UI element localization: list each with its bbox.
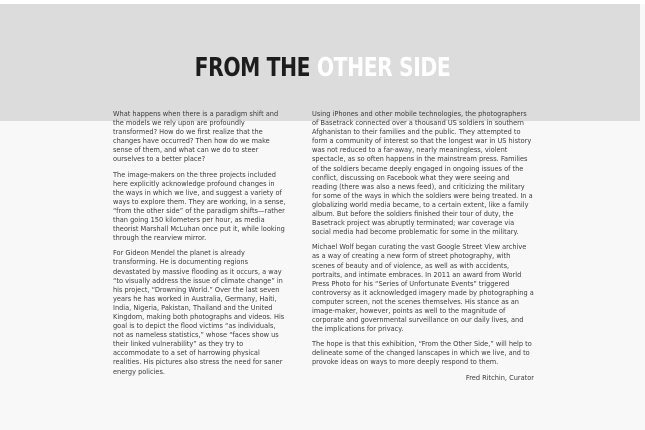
title-part-light: OTHER SIDE (316, 53, 451, 83)
right-text-column (312, 110, 534, 389)
page-title (71, 54, 574, 82)
paragraph: Michael Wolf began curating the vast Google Street View archive as a way of creating a new form of street photography, with scenes of beauty and of violence, as well as with accidents, portraits, and intimate embraces. In 2011 an award from World Press Photo for his “Series of Unfortunate Events” triggered controversy as it acknowledged imagery made by photographing a computer screen, not the scenes themselves. His stance as an image-maker, however, points as well to the magnitude of corporate and governmental surveillance on our daily lives, and the implications for privacy. (312, 243, 534, 334)
paragraph: Using iPhones and other mobile technologies, the photographers of Basetrack connected over a thousand US soldiers in southern Afghanistan to their families and the public. They attempted to form a community of interest so that the longest war in US history was not reduced to a far-away, nearly meaningless, violent spectacle, as so often happens in the mainstream press. Families of the soldiers became deeply engaged in ongoing issues of the conflict, discussing on Facebook what they were seeing and reading (there was also a news feed), and criticizing the military for some of the ways in which the soldiers were being treated. In a globalizing world media became, to a certain extent, like a family album. But before the soldiers finished their tour of duty, the Basetrack project was abruptly terminated; war coverage via social media had become problematic for some in the military. (312, 110, 533, 237)
curator-signature: Fred Ritchin, Curator (465, 373, 534, 382)
title-part-dark: FROM THE (194, 53, 311, 83)
paragraph: What happens when there is a paradigm shift and the models we rely upon are profoundly transformed? How do we first realize that the changes have occurred? Then how do we make sense of them, and what can we do to steer ourselves to a better place? (113, 110, 279, 164)
left-text-column (113, 110, 287, 383)
paragraph: The hope is that this exhibition, “From the Other Side,” will help to delineate some of the changed lanscapes in which we live, and to provoke ideas on ways to more deeply respond to them. (312, 340, 532, 367)
paragraph: The image-makers on the three projects included here explicitly acknowledge profound changes in the ways in which we live, and suggest a variety of ways to explore them. They are working, in a sense, “from the other side” of the paradigm shifts—rather than going 150 kilometers per hour, as media theorist Marshall McLuhan once put it, while looking through the rearview mirror. (113, 170, 286, 243)
paragraph: For Gideon Mendel the planet is already transforming. He is documenting regions devastated by massive flooding as it occurs, a way “to visually address the issue of climate change” in his project, “Drowning World.” Over the last seven years he has worked in Australia, Germany, Haiti, India, Nigeria, Pakistan, Thailand and the United Kingdom, making both photographs and videos. His goal is to depict the flood victims “as individuals, not as nameless statistics,” whose “faces show us their linked vulnerability” as they try to accommodate to a set of harrowing physical realities. His pictures also stress the need for saner energy policies. (113, 249, 285, 376)
